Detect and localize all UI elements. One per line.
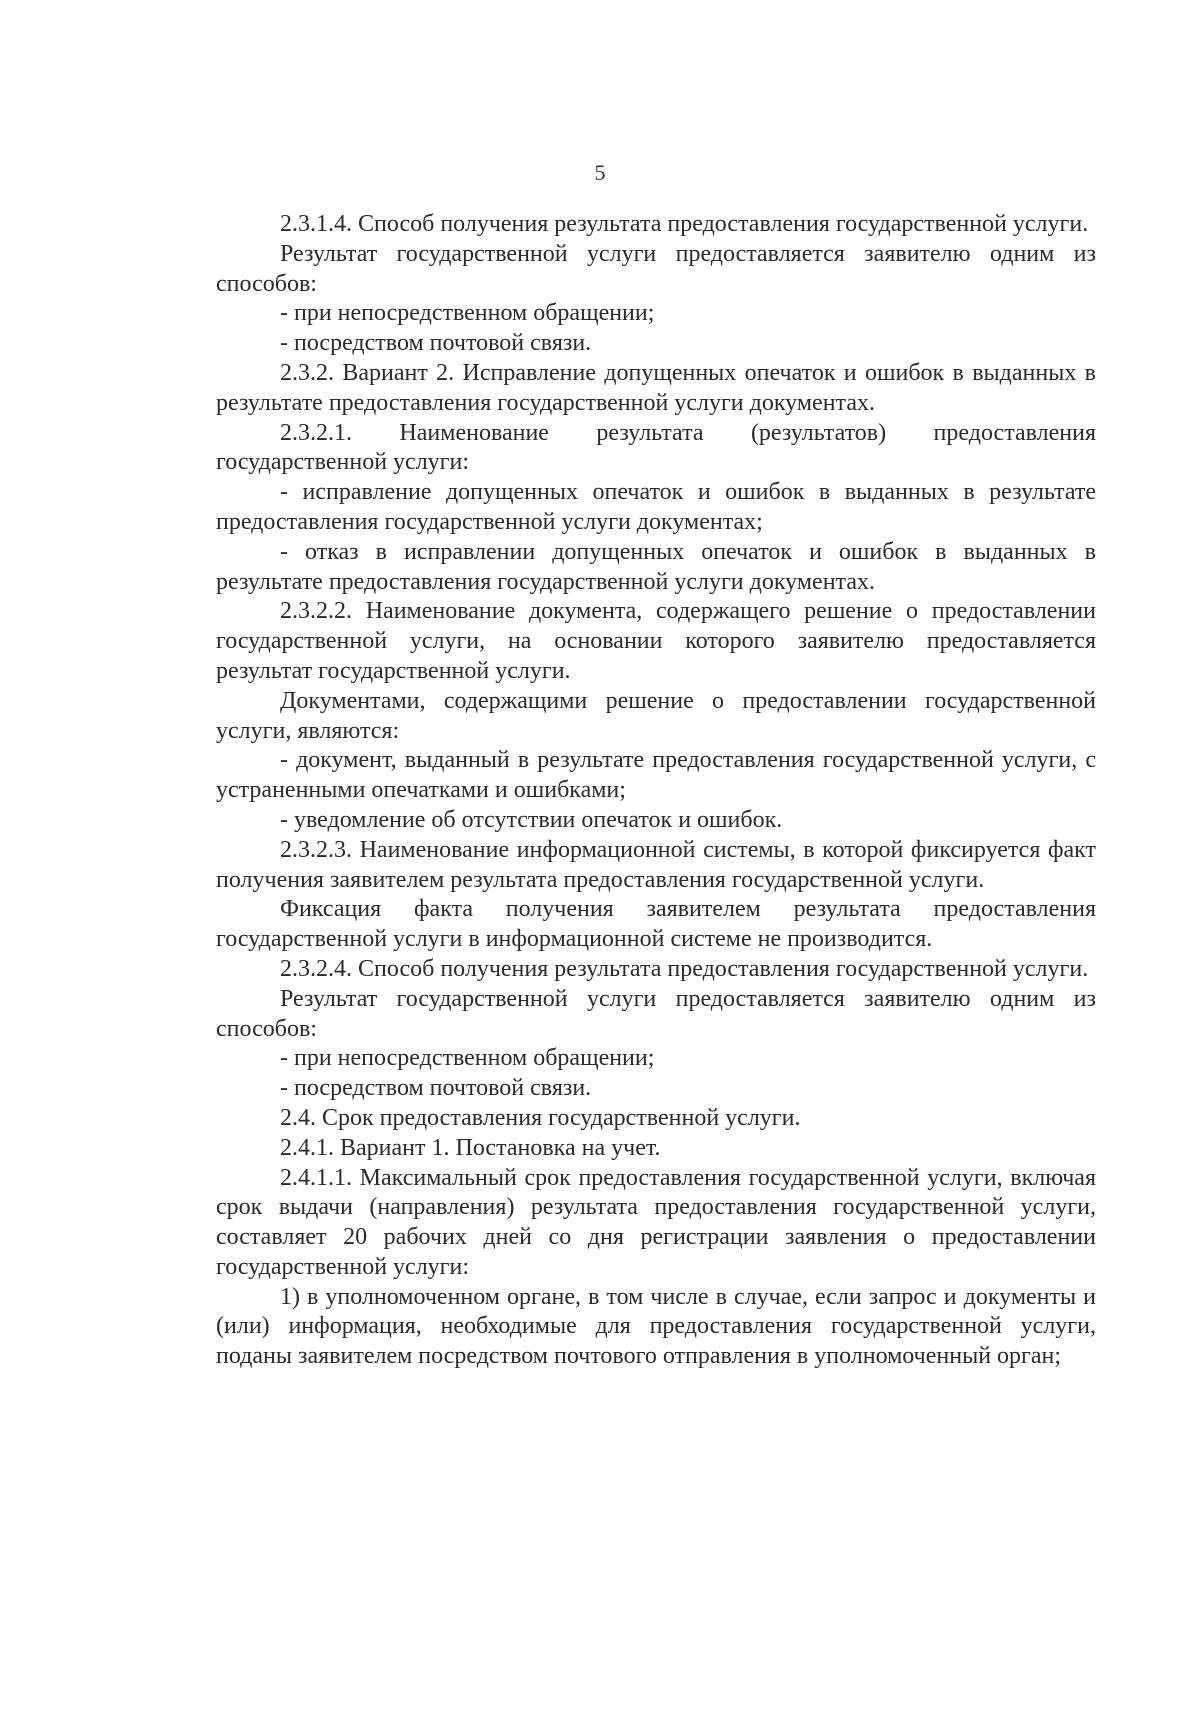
paragraph: 2.3.2. Вариант 2. Исправление допущенных опечаток и ошибок в выданных в результате предоставления государственной услуги документах. bbox=[216, 359, 1096, 416]
paragraph: Результат государственной услуги предоставляется заявителю одним из способов: bbox=[216, 240, 1096, 297]
paragraph: 2.3.2.1. Наименование результата (результатов) предоставления государственной услуги: bbox=[216, 419, 1096, 476]
paragraph: - посредством почтовой связи. bbox=[280, 1075, 592, 1102]
paragraph: 2.4.1.1. Максимальный срок предоставления государственной услуги, включая срок выдачи (направления) результата предоставления государственной услуги, составляет 20 рабочих дней со дня регистрации заявления о предоставлении государственной услуги: bbox=[216, 1164, 1096, 1280]
paragraph: 2.4. Срок предоставления государственной услуги. bbox=[280, 1104, 801, 1131]
paragraph: Фиксация факта получения заявителем результата предоставления государственной услуги в информационной системе не производится. bbox=[216, 896, 1096, 953]
paragraph: 2.3.2.2. Наименование документа, содержащего решение о предоставлении государственной услуги, на основании которого заявителю предоставляется результат государственной услуги. bbox=[216, 598, 1096, 684]
paragraph: 2.3.2.3. Наименование информационной системы, в которой фиксируется факт получения заявителем результата предоставления государственной услуги. bbox=[216, 836, 1096, 893]
paragraph: - отказ в исправлении допущенных опечаток и ошибок в выданных в результате предоставления государственной услуги документах. bbox=[216, 538, 1096, 595]
paragraph: - исправление допущенных опечаток и ошибок в выданных в результате предоставления государственной услуги документах; bbox=[216, 479, 1096, 535]
paragraph: - посредством почтовой связи. bbox=[280, 330, 592, 357]
paragraph: 2.3.2.4. Способ получения результата предоставления государственной услуги. bbox=[280, 955, 1089, 982]
paragraph: - при непосредственном обращении; bbox=[280, 1045, 655, 1072]
paragraph: Документами, содержащими решение о предоставлении государственной услуги, являются: bbox=[216, 687, 1096, 744]
paragraph: Результат государственной услуги предоставляется заявителю одним из способов: bbox=[216, 985, 1096, 1042]
paragraph: - при непосредственном обращении; bbox=[280, 300, 655, 327]
document-body bbox=[216, 210, 1096, 1372]
paragraph: 2.3.1.4. Способ получения результата предоставления государственной услуги. bbox=[280, 211, 1089, 237]
paragraph: 2.4.1. Вариант 1. Постановка на учет. bbox=[280, 1134, 661, 1161]
paragraph: 1) в уполномоченном органе, в том числе в случае, если запрос и документы и (или) информация, необходимые для предоставления государственной услуги, поданы заявителем посредством почтового отправления в уполномоченный орган; bbox=[216, 1283, 1096, 1370]
paragraph: - документ, выданный в результате предоставления государственной услуги, с устраненными опечатками и ошибками; bbox=[216, 747, 1096, 804]
paragraph: - уведомление об отсутствии опечаток и ошибок. bbox=[280, 806, 783, 833]
page-number: 5 bbox=[594, 160, 606, 185]
